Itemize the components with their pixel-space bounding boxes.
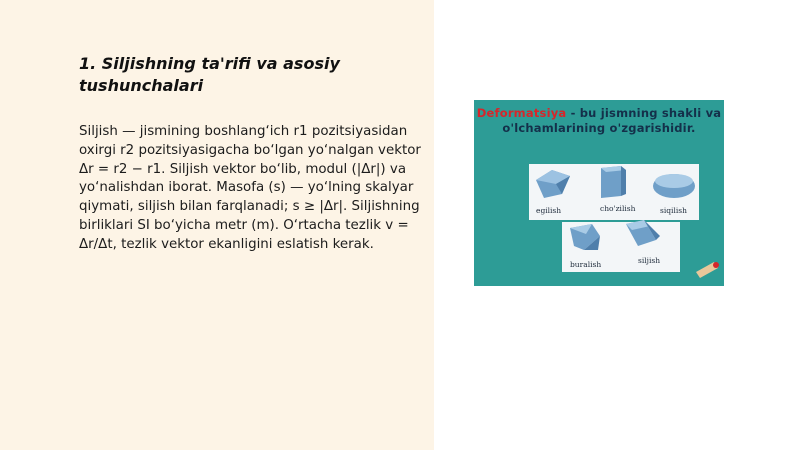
label-siljish: siljish: [638, 256, 661, 265]
label-buralish: buralish: [570, 260, 602, 269]
stretched-block-shape: [601, 166, 626, 198]
section-body: Siljish — jismining boshlang‘ich r1 pozitsiyasidan oxirgi r2 pozitsiyasigacha bo‘lgan yo‘nalgan vektor Δr = r2 − r1. Siljish vektor bo‘lib, modul (|Δr|) va yo‘nalishdan iborat. Masofa (s) — yo‘lning skalyar qiymati, siljish bilan farqlanadi; s ≥ |Δr|. Siljishning birliklari SI bo‘yicha metr (m). O‘rtacha tezlik v = Δr/Δt, tezlik vektor ekanligini eslatish kerak.: [79, 124, 421, 252]
compressed-block-shape: [653, 174, 695, 198]
deformation-figure: [474, 100, 724, 286]
section-title: 1. Siljishning ta'rifi va asosiy tushunchalari: [79, 54, 340, 95]
label-chozilish: cho'zilish: [600, 204, 636, 213]
label-egilish: egilish: [536, 206, 562, 215]
pointer-tip: [713, 262, 719, 268]
figure-heading-text: - bu jismning shakli va o'lchamlarining o'zgarishidir.: [502, 106, 722, 135]
figure-heading-highlight: Deformatsiya: [476, 106, 567, 120]
figure-heading: [474, 106, 724, 136]
label-siqilish: siqilish: [660, 206, 687, 215]
